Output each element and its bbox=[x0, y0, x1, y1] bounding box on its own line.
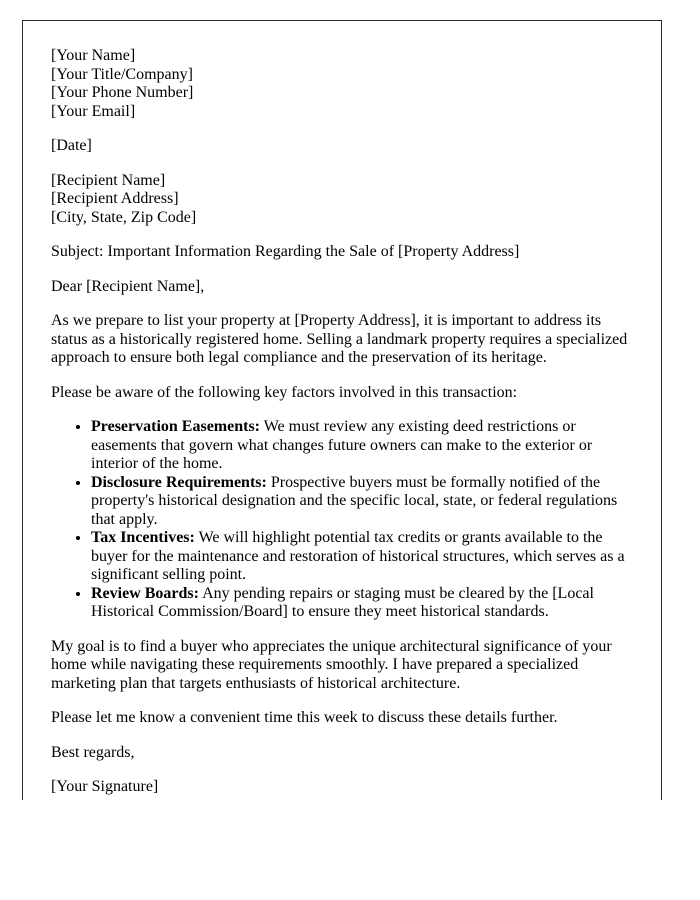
goal-paragraph: My goal is to find a buyer who appreciates the unique architectural significance of your home while navigating these requirements smoothly. I have prepared a specialized marketing plan that targets enthusiasts of historical architecture. bbox=[51, 637, 612, 692]
factor-term: Tax Incentives: bbox=[91, 529, 195, 546]
list-item bbox=[91, 585, 633, 622]
sender-block bbox=[51, 47, 633, 121]
factor-text: We will highlight potential tax credits or grants available to the buyer for the maintenance and restoration of historical structures, which serves as a significant selling point. bbox=[91, 529, 625, 583]
factor-text: Prospective buyers must be formally notified of the property's historical designation and the specific local, state, or federal regulations that apply. bbox=[91, 473, 618, 528]
factor-term: Review Boards: bbox=[91, 584, 199, 602]
signature-line: [Your Signature] bbox=[51, 778, 159, 795]
closing: Best regards, bbox=[51, 743, 135, 761]
sender-email: [Your Email] bbox=[51, 102, 136, 120]
subject-line: Subject: Important Information Regarding the Sale of [Property Address] bbox=[51, 243, 520, 260]
factor-term: Preservation Easements: bbox=[91, 418, 260, 435]
list-item bbox=[91, 529, 633, 585]
salutation: Dear [Recipient Name], bbox=[51, 277, 205, 295]
recipient-address: [Recipient Address] bbox=[51, 190, 179, 207]
list-item bbox=[91, 418, 633, 474]
factor-text: Any pending repairs or staging must be cleared by the [Local Historical Commission/Board] to ensure they meet historical standards. bbox=[91, 584, 594, 620]
date-line: [Date] bbox=[51, 137, 92, 154]
call-to-action: Please let me know a convenient time this week to discuss these details further. bbox=[51, 709, 558, 726]
factor-text: We must review any existing deed restrictions or easements that govern what changes future owners can make to the exterior or interior of the home. bbox=[91, 418, 593, 472]
recipient-block bbox=[51, 172, 633, 228]
sender-name: [Your Name] bbox=[51, 47, 136, 64]
sender-phone: [Your Phone Number] bbox=[51, 84, 194, 101]
list-item bbox=[91, 474, 633, 530]
sender-title-company: [Your Title/Company] bbox=[51, 65, 193, 83]
factor-term: Disclosure Requirements: bbox=[91, 473, 267, 491]
key-factors-list bbox=[51, 418, 633, 622]
letter-container bbox=[22, 20, 662, 800]
intro-paragraph: As we prepare to list your property at [Property Address], it is important to address its status as a historically registered home. Selling a landmark property requires a specialized approach to ensure both legal compliance and the preservation of its heritage. bbox=[51, 312, 628, 366]
recipient-name: [Recipient Name] bbox=[51, 171, 166, 189]
recipient-city-state-zip: [City, State, Zip Code] bbox=[51, 208, 197, 226]
factors-lead-in: Please be aware of the following key factors involved in this transaction: bbox=[51, 383, 518, 401]
